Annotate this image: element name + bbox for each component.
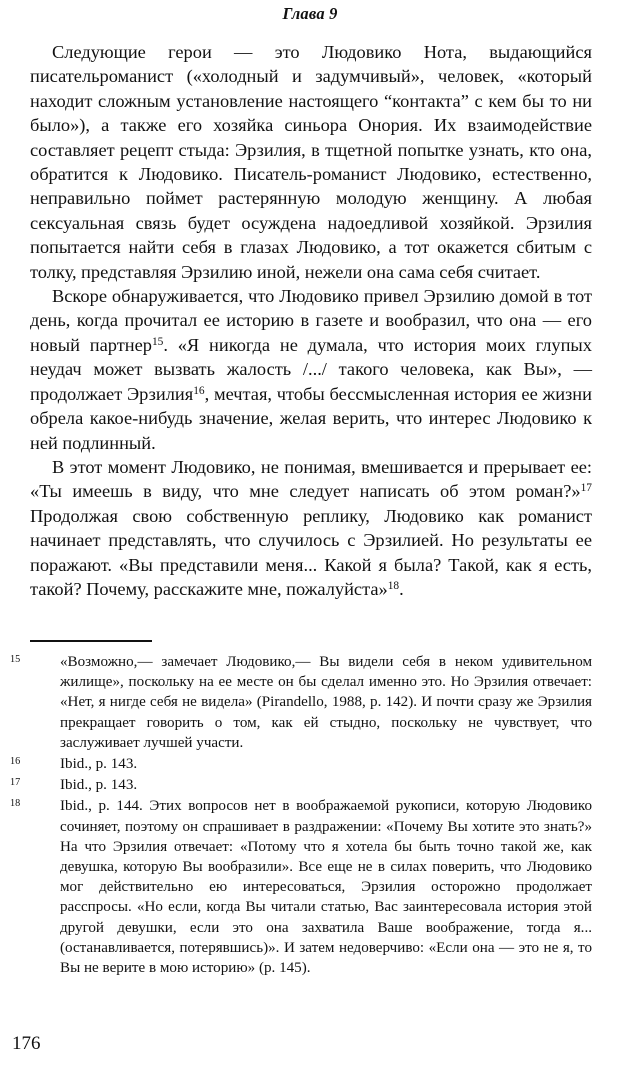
paragraph-3-text-c: . <box>399 578 404 599</box>
body-text-block <box>30 40 592 601</box>
footnote-16-number[interactable]: 16 <box>10 756 21 768</box>
paragraph-3 <box>30 455 592 601</box>
footnote-15 <box>10 652 592 753</box>
footnote-ref-16[interactable]: 16 <box>193 384 205 397</box>
footnote-18-text: Ibid., p. 144. Этих вопросов нет в воображаемой рукописи, которую Людовико сочиняет, поэтому он спрашивает в раздражении: «Почему Вы хотите это знать?» На что Эрзилия отвечает: «Потому что я хотела бы быть точно такой же, как девушка, которую Вы вообразили». Все еще не в силах поверить, что Людовико мог действительно ею интересоваться, Эрзилия осторожно продолжает расспросы. «Но если, когда Вы читали статью, Вас заинтересовала история этой другой девушки, если это она захватила Ваше воображение, тогда я... (останавливается, потерявшись)». И затем недоверчиво: «Если она — это не я, то Вы не верите в мою историю» (p. 145). <box>60 798 592 977</box>
footnote-separator-rule <box>30 640 152 642</box>
paragraph-2 <box>30 284 592 455</box>
paragraph-2-text-b: . «Я никогда не думала, что история моих глупых неудач может вызвать жалость /.../ такого человека, как Вы», — продолжает Эрзилия <box>30 334 592 404</box>
paragraph-3-text-a: В этот момент Людовико, не понимая, вмешивается и прерывает ее: «Ты имеешь в виду, что мне следует написать об этом роман?» <box>30 456 592 502</box>
page-number: 176 <box>12 1033 41 1054</box>
footnote-ref-17[interactable]: 17 <box>580 482 592 495</box>
footnote-18-number[interactable]: 18 <box>10 798 21 810</box>
footnote-area <box>10 640 592 979</box>
footnote-17-number[interactable]: 17 <box>10 777 21 789</box>
footnote-ref-15[interactable]: 15 <box>151 335 164 348</box>
paragraph-2-text-a: Вскоре обнаруживается, что Людовико привел Эрзилию домой в тот день, когда прочитал ее историю в газете и вообразил, что она — его новый партнер <box>30 286 592 355</box>
footnote-15-text: «Возможно,— замечает Людовико,— Вы видели себя в неком удивительном жилище», поскольку на ее месте он бы сделал именно это. Но Эрзилия отвечает: «Нет, я нигде себя не видела» (Pirandello, 1988, p. 142). И почти сразу же Эрзилия прекращает говорить о том, как ей стыдно, поскольку не чувствует, что заслуживает лучшей участи. <box>60 654 592 751</box>
footnote-17-text: Ibid., p. 143. <box>60 777 138 794</box>
running-head: Глава 9 <box>282 4 338 23</box>
footnote-ref-18[interactable]: 18 <box>387 580 400 593</box>
footnote-15-number[interactable]: 15 <box>10 654 21 665</box>
footnote-16 <box>10 754 592 774</box>
paragraph-1-text: Следующие герои — это Людовико Нота, выдающийся писательроманист («холодный и задумчивый», человек, «который находит сложным установление настоящего “контакта” с кем бы то ни было»), а также его хозяйка синьора Онория. Их взаимодействие составляет рецепт стыда: Эрзилия, в тщетной попытке узнать, кто она, обратится к Людовико. Писатель-романист Людовико, естественно, неправильно поймет растерянную молодую женщину. А любая сексуальная связь будет осуждена надоедливой хозяйкой. Эрзилия попытается найти себя в глазах Людовико, а тот окажется сбитым с толку, представляя Эрзилию иной, нежели она сама себя считает. <box>30 42 592 282</box>
footnote-16-text: Ibid., p. 143. <box>60 756 138 773</box>
paragraph-3-text-b: Продолжая свою собственную реплику, Людовико как романист начинает представлять, что случилось с Эрзилией. Но результаты ее поражают. «Вы представили меня... Какой я была? Такой, как я есть, такой? Почему, расскажите мне, пожалуйста» <box>30 505 592 599</box>
paragraph-1 <box>30 40 592 284</box>
footnote-17 <box>10 775 592 795</box>
paragraph-2-text-c: , мечтая, чтобы бессмысленная история ее жизни обрела какое-нибудь значение, желая верить, что интерес Людовико к ней подлинный. <box>30 383 592 453</box>
footnote-18 <box>10 796 592 978</box>
